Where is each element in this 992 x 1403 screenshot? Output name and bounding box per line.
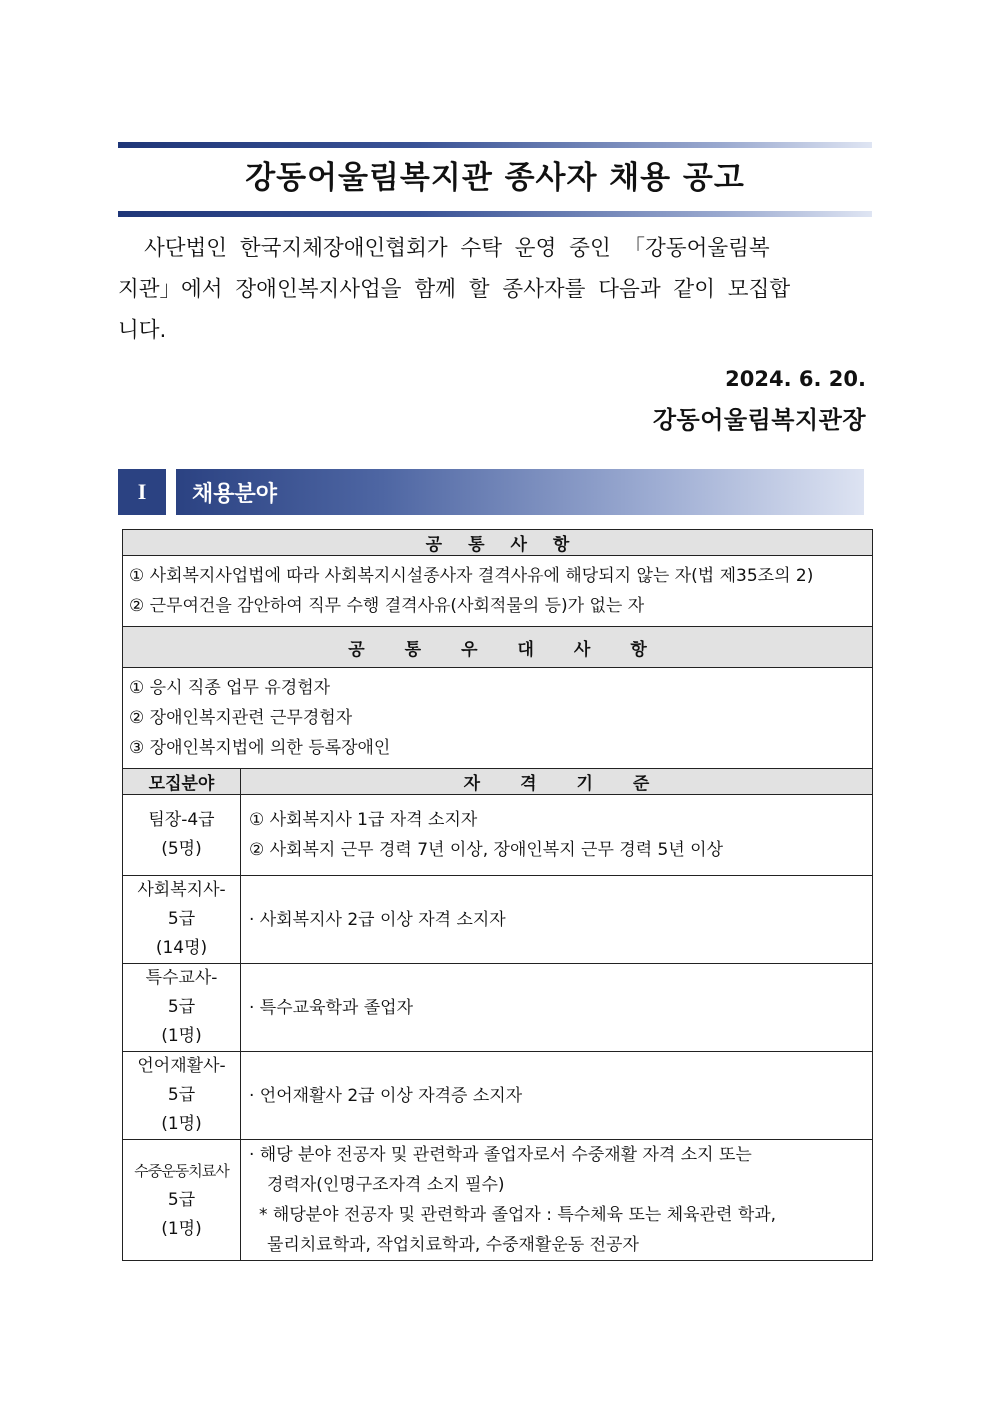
field-grade: 5급 (167, 1189, 196, 1210)
table-row (123, 1140, 873, 1261)
criteria-line: ① 사회복지사 1급 자격 소지자 (249, 810, 478, 830)
table-row (123, 876, 873, 964)
field-name: 수중운동치료사 (134, 1161, 229, 1180)
pref-header-row (123, 627, 873, 668)
criteria-line: ② 사회복지 근무 경력 7년 이상, 장애인복지 근무 경력 5년 이상 (249, 840, 724, 860)
section-title: 채용분야 (176, 469, 864, 515)
list-item: ② 근무여건을 감안하여 직무 수행 결격사유(사회적물의 등)가 없는 자 (129, 596, 645, 616)
common-header: 공통사항 (425, 535, 596, 555)
list-item: ② 장애인복지관련 근무경험자 (129, 708, 353, 728)
field-name: 언어재활사- (137, 1056, 226, 1076)
col-field-header: 모집분야 (148, 774, 215, 794)
list-item: ① 사회복지사업법에 따라 사회복지시설종사자 결격사유에 해당되지 않는 자(법 제35조의 2) (129, 566, 814, 586)
column-header-row (123, 769, 873, 795)
signer: 강동어울림복지관장 (652, 406, 866, 434)
page-title: 강동어울림복지관 종사자 채용 공고 (245, 160, 745, 196)
intro-line: 사단법인 한국지체장애인협회가 수탁 운영 중인 「강동어울림복 (144, 236, 770, 261)
table-row (123, 795, 873, 876)
field-count: (14명) (155, 938, 208, 958)
common-header-row (123, 530, 873, 556)
criteria-note: 물리치료학과, 작업치료학과, 수중재활운동 전공자 (267, 1235, 639, 1255)
field-count: (1명) (161, 1218, 202, 1239)
field-name: 팀장-4급 (148, 810, 215, 830)
criteria-line: · 사회복지사 2급 이상 자격 소지자 (249, 909, 506, 930)
title-bottom-rule (118, 211, 872, 217)
recruitment-table (122, 529, 873, 1261)
criteria-line: · 특수교육학과 졸업자 (249, 997, 414, 1018)
pref-header: 공통우대사항 (348, 639, 687, 660)
criteria-note: * 해당분야 전공자 및 관련학과 졸업자 : 특수체육 또는 체육관련 학과, (259, 1205, 777, 1225)
field-name: 특수교사- (145, 968, 218, 988)
criteria-line: · 해당 분야 전공자 및 관련학과 졸업자로서 수중재활 자격 소지 또는 (249, 1145, 752, 1165)
field-name: 사회복지사- (137, 880, 226, 900)
table-row (123, 964, 873, 1052)
section-number: I (118, 469, 166, 515)
intro-line: 니다. (118, 318, 167, 343)
list-item: ① 응시 직종 업무 유경험자 (129, 678, 331, 698)
table-row (123, 1052, 873, 1140)
field-count: (5명) (161, 839, 202, 859)
list-item: ③ 장애인복지법에 의한 등록장애인 (129, 738, 391, 758)
field-count: (1명) (161, 1026, 202, 1046)
title-top-rule (118, 142, 872, 148)
intro-paragraph (118, 228, 866, 351)
field-grade: 5급 (167, 997, 196, 1017)
common-items-row (123, 556, 873, 627)
field-grade: 5급 (167, 1085, 196, 1105)
announcement-date: 2024. 6. 20. (725, 367, 866, 391)
col-criteria-header: 자격기준 (463, 774, 690, 794)
criteria-line: 경력자(인명구조자격 소지 필수) (267, 1175, 505, 1195)
intro-line: 지관」에서 장애인복지사업을 함께 할 종사자를 다음과 같이 모집합 (118, 277, 791, 302)
field-grade: 5급 (167, 909, 196, 929)
pref-items-row (123, 668, 873, 769)
criteria-line: · 언어재활사 2급 이상 자격증 소지자 (249, 1085, 523, 1106)
field-count: (1명) (161, 1114, 202, 1134)
